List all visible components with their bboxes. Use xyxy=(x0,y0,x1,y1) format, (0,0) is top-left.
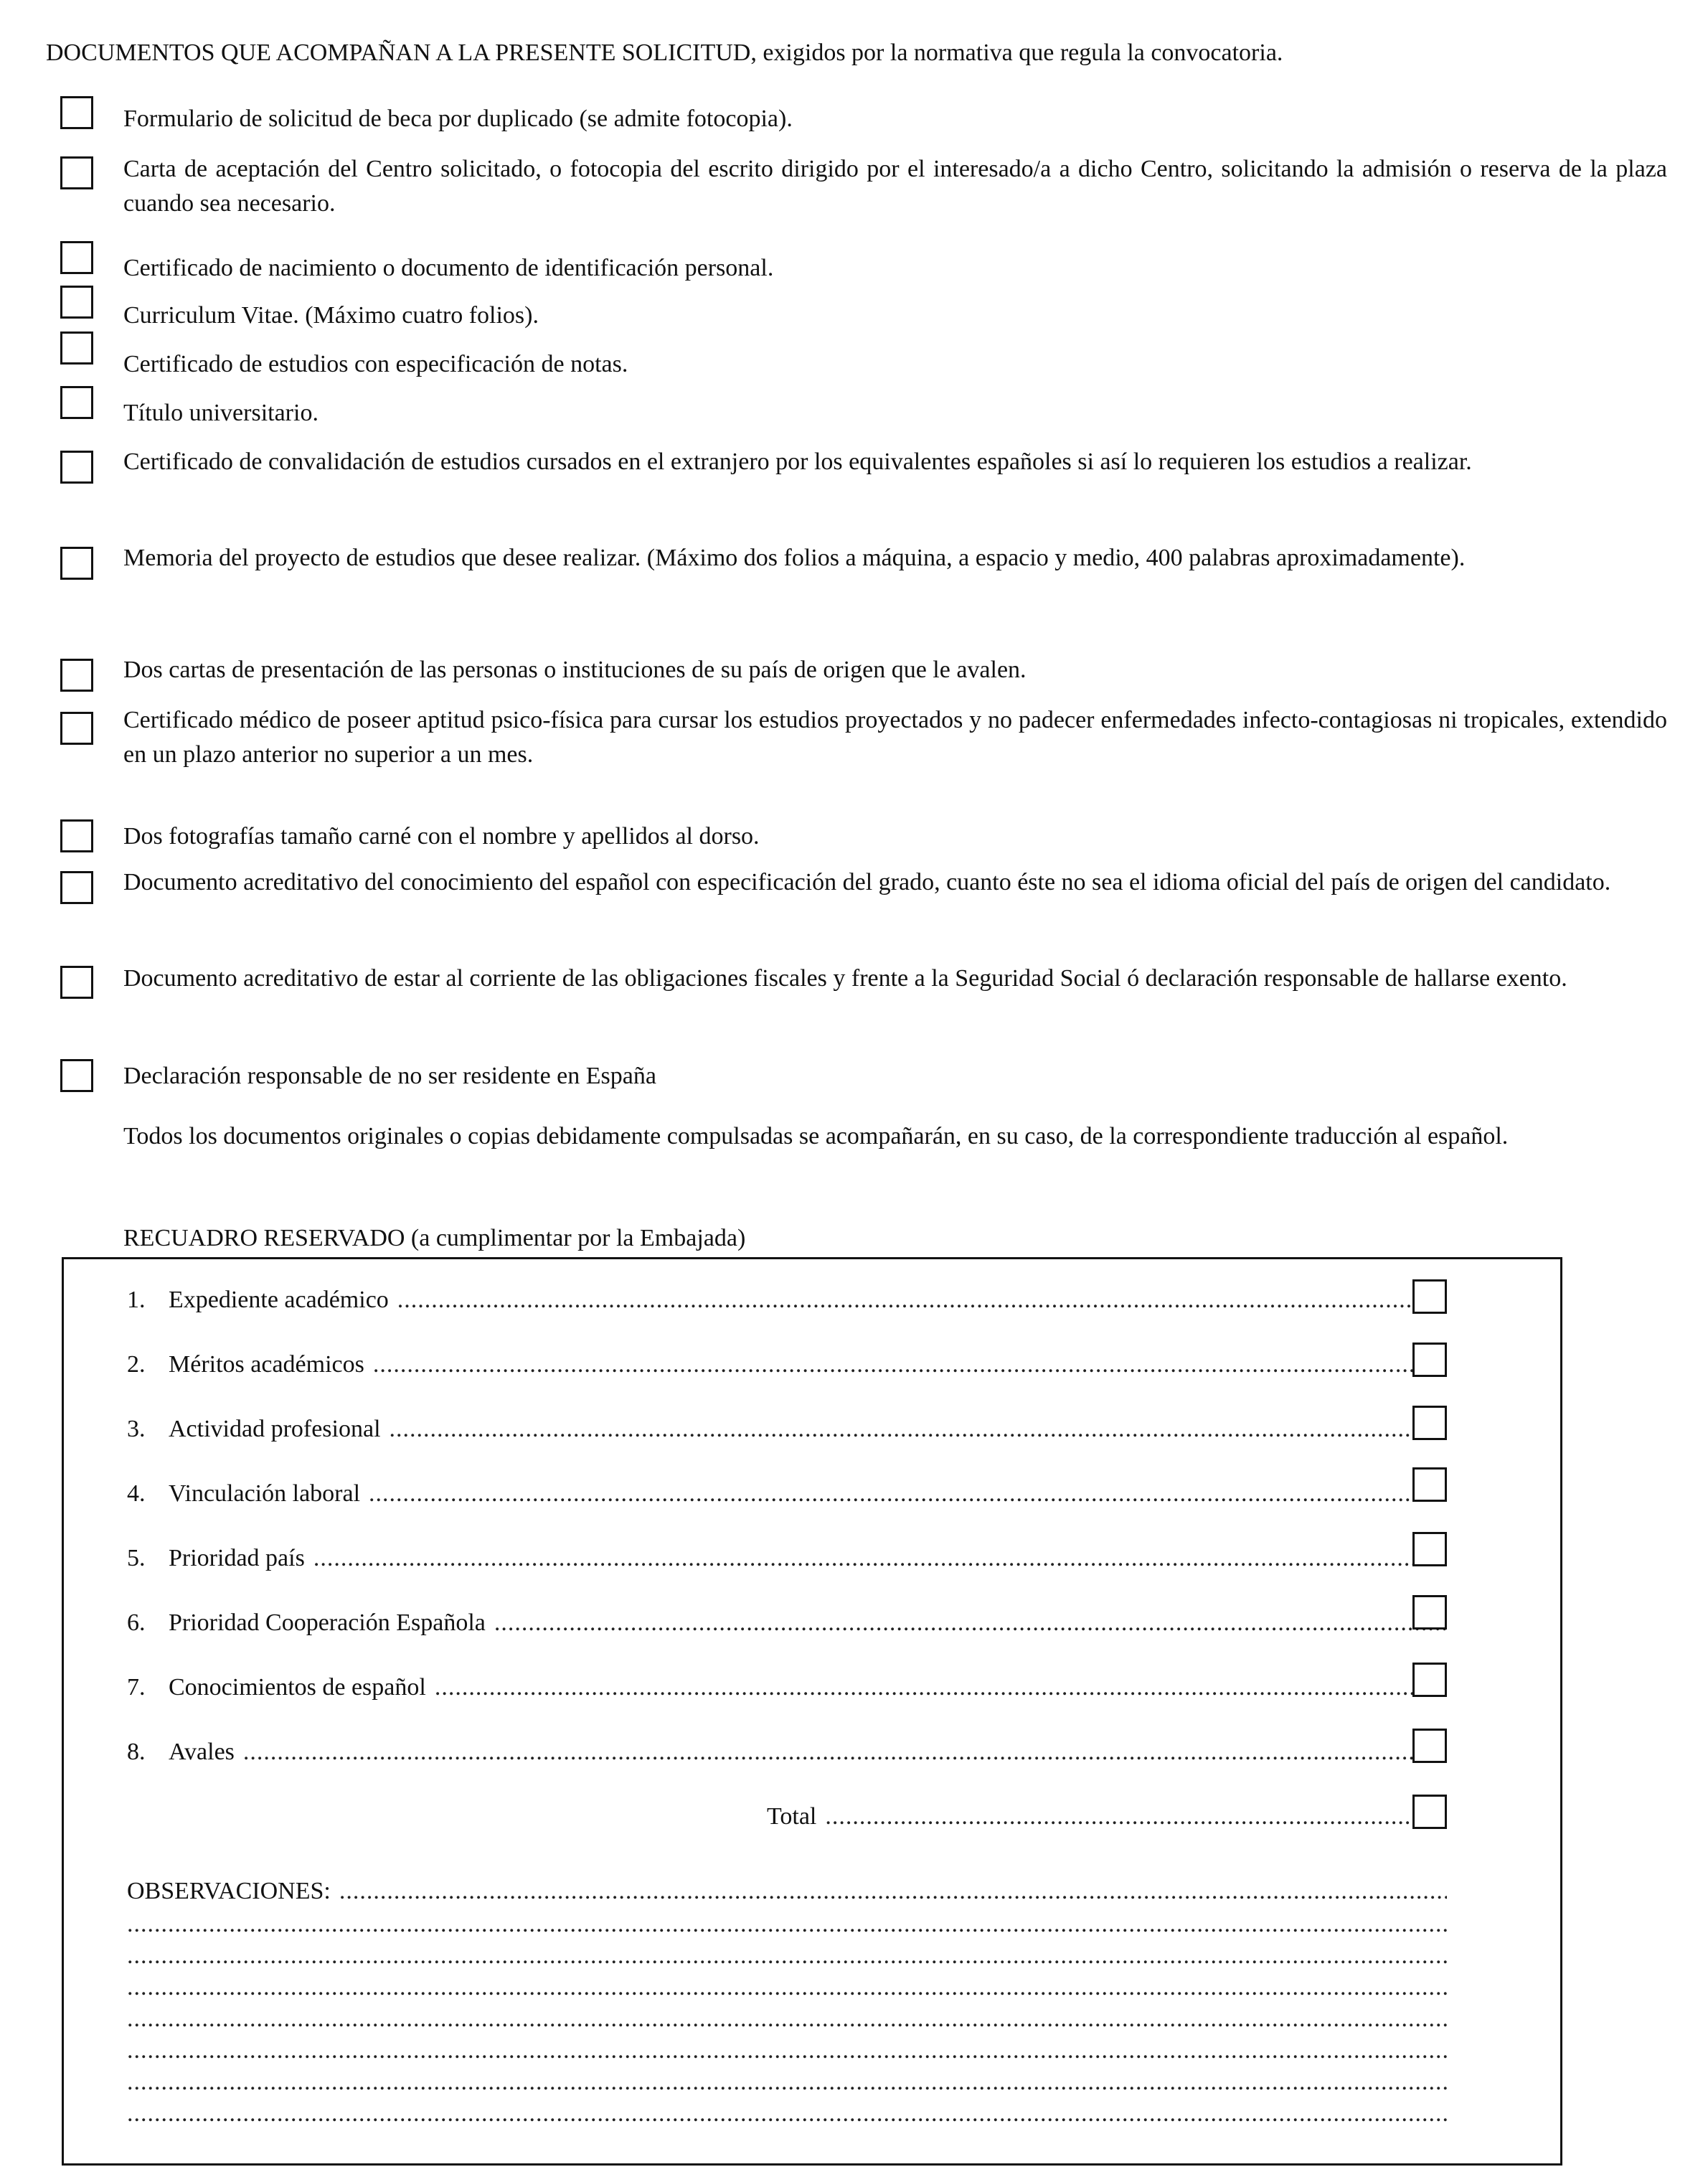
observations-line[interactable] xyxy=(127,2036,1447,2066)
dot-leader xyxy=(243,1736,1447,1769)
observations-line[interactable] xyxy=(127,1941,1447,1971)
dot-leader xyxy=(825,1800,1447,1833)
total-row xyxy=(767,1800,1447,1833)
total-label: Total xyxy=(767,1803,817,1830)
total-score-box[interactable] xyxy=(1412,1795,1447,1829)
criterion-number: 2. xyxy=(127,1351,146,1378)
dot-leader xyxy=(390,1413,1447,1446)
observations-line[interactable] xyxy=(127,2099,1447,2129)
dot-leader xyxy=(369,1477,1447,1510)
document-checkbox[interactable] xyxy=(60,712,93,745)
document-label: Carta de aceptación del Centro solicitado, o fotocopia del escrito dirigido por el interesado/a a dicho Centro, solicitando la admisión o reserva de la plaza cuando sea necesario. xyxy=(123,156,1667,217)
criterion-row xyxy=(127,1413,1447,1446)
document-checkbox[interactable] xyxy=(60,241,93,274)
document-label: Formulario de solicitud de beca por duplicado (se admite fotocopia). xyxy=(123,105,793,132)
criterion-score-box[interactable] xyxy=(1412,1595,1447,1630)
observations-line[interactable] xyxy=(127,2004,1447,2034)
embassy-reserved-box xyxy=(62,1257,1562,2166)
criterion-score-box[interactable] xyxy=(1412,1663,1447,1697)
criterion-number: 1. xyxy=(127,1287,146,1313)
criterion-row xyxy=(127,1477,1447,1510)
translation-note: Todos los documentos originales o copias debidamente compulsadas se acompañarán, en su caso, de la correspondiente traducción al español. xyxy=(123,1123,1509,1149)
document-label: Título universitario. xyxy=(123,400,319,426)
criterion-label: Méritos académicos xyxy=(169,1351,364,1378)
document-label: Certificado de nacimiento o documento de identificación personal. xyxy=(123,255,774,281)
document-label: Memoria del proyecto de estudios que desee realizar. (Máximo dos folios a máquina, a espacio y medio, 400 palabras aproximadamente). xyxy=(123,545,1466,571)
document-checkbox[interactable] xyxy=(60,96,93,129)
dot-leader xyxy=(373,1348,1447,1381)
document-label: Dos fotografías tamaño carné con el nombre y apellidos al dorso. xyxy=(123,823,760,850)
criterion-row xyxy=(127,1671,1447,1704)
criterion-label: Avales xyxy=(169,1739,235,1765)
document-checkbox[interactable] xyxy=(60,819,93,852)
dot-leader xyxy=(494,1607,1447,1640)
document-checkbox[interactable] xyxy=(60,386,93,419)
form-section-header: DOCUMENTOS QUE ACOMPAÑAN A LA PRESENTE SOLICITUD, exigidos por la normativa que regula la convocatoria. xyxy=(46,39,1283,66)
document-checkbox[interactable] xyxy=(60,659,93,692)
criterion-number: 4. xyxy=(127,1480,146,1507)
criterion-row xyxy=(127,1542,1447,1575)
dot-leader xyxy=(339,1875,1447,1908)
criterion-label: Prioridad país xyxy=(169,1545,305,1571)
criterion-score-box[interactable] xyxy=(1412,1532,1447,1566)
document-label: Dos cartas de presentación de las personas o instituciones de su país de origen que le avalen. xyxy=(123,657,1027,683)
criterion-label: Vinculación laboral xyxy=(169,1480,361,1507)
document-label: Documento acreditativo de estar al corriente de las obligaciones fiscales y frente a la Seguridad Social ó declaración responsable de hallarse exento. xyxy=(123,965,1567,992)
criterion-label: Prioridad Cooperación Española xyxy=(169,1609,486,1636)
criterion-row xyxy=(127,1284,1447,1317)
criterion-row xyxy=(127,1607,1447,1640)
criterion-score-box[interactable] xyxy=(1412,1729,1447,1763)
criterion-number: 5. xyxy=(127,1545,146,1571)
criterion-label: Actividad profesional xyxy=(169,1416,381,1442)
criterion-number: 3. xyxy=(127,1416,146,1442)
criterion-score-box[interactable] xyxy=(1412,1406,1447,1440)
criterion-number: 7. xyxy=(127,1674,146,1701)
dot-leader xyxy=(313,1542,1447,1575)
document-checkbox[interactable] xyxy=(60,966,93,999)
document-label: Declaración responsable de no ser residente en España xyxy=(123,1063,656,1089)
document-checkbox[interactable] xyxy=(60,451,93,484)
dot-leader xyxy=(435,1671,1447,1704)
document-checkbox[interactable] xyxy=(60,871,93,904)
document-label: Documento acreditativo del conocimiento del español con especificación del grado, cuanto éste no sea el idioma oficial del país de origen del candidato. xyxy=(123,869,1611,895)
criterion-score-box[interactable] xyxy=(1412,1343,1447,1377)
document-label: Curriculum Vitae. (Máximo cuatro folios). xyxy=(123,302,539,329)
dot-leader xyxy=(397,1284,1447,1317)
observations-line[interactable] xyxy=(127,1973,1447,2003)
criterion-score-box[interactable] xyxy=(1412,1467,1447,1502)
observations-line[interactable] xyxy=(127,2067,1447,2097)
criterion-label: Conocimientos de español xyxy=(169,1674,426,1701)
document-checkbox[interactable] xyxy=(60,156,93,189)
observations-row xyxy=(127,1875,1447,1908)
document-label: Certificado de estudios con especificación de notas. xyxy=(123,351,628,377)
document-checkbox[interactable] xyxy=(60,286,93,319)
criterion-score-box[interactable] xyxy=(1412,1279,1447,1314)
reserved-box-title: RECUADRO RESERVADO (a cumplimentar por la Embajada) xyxy=(123,1225,746,1251)
criterion-row xyxy=(127,1348,1447,1381)
document-label: Certificado de convalidación de estudios cursados en el extranjero por los equivalentes españoles si así lo requieren los estudios a realizar. xyxy=(123,448,1472,475)
document-checkbox[interactable] xyxy=(60,547,93,580)
document-checkbox[interactable] xyxy=(60,1059,93,1092)
observations-line[interactable] xyxy=(127,1909,1447,1939)
criterion-number: 8. xyxy=(127,1739,146,1765)
criterion-label: Expediente académico xyxy=(169,1287,389,1313)
observations-label: OBSERVACIONES: xyxy=(127,1878,331,1904)
document-checkbox[interactable] xyxy=(60,332,93,365)
document-label: Certificado médico de poseer aptitud psico-física para cursar los estudios proyectados y no padecer enfermedades infecto-contagiosas ni tropicales, extendido en un plazo anterior no superior a un mes. xyxy=(123,707,1667,768)
criterion-number: 6. xyxy=(127,1609,146,1636)
criterion-row xyxy=(127,1736,1447,1769)
